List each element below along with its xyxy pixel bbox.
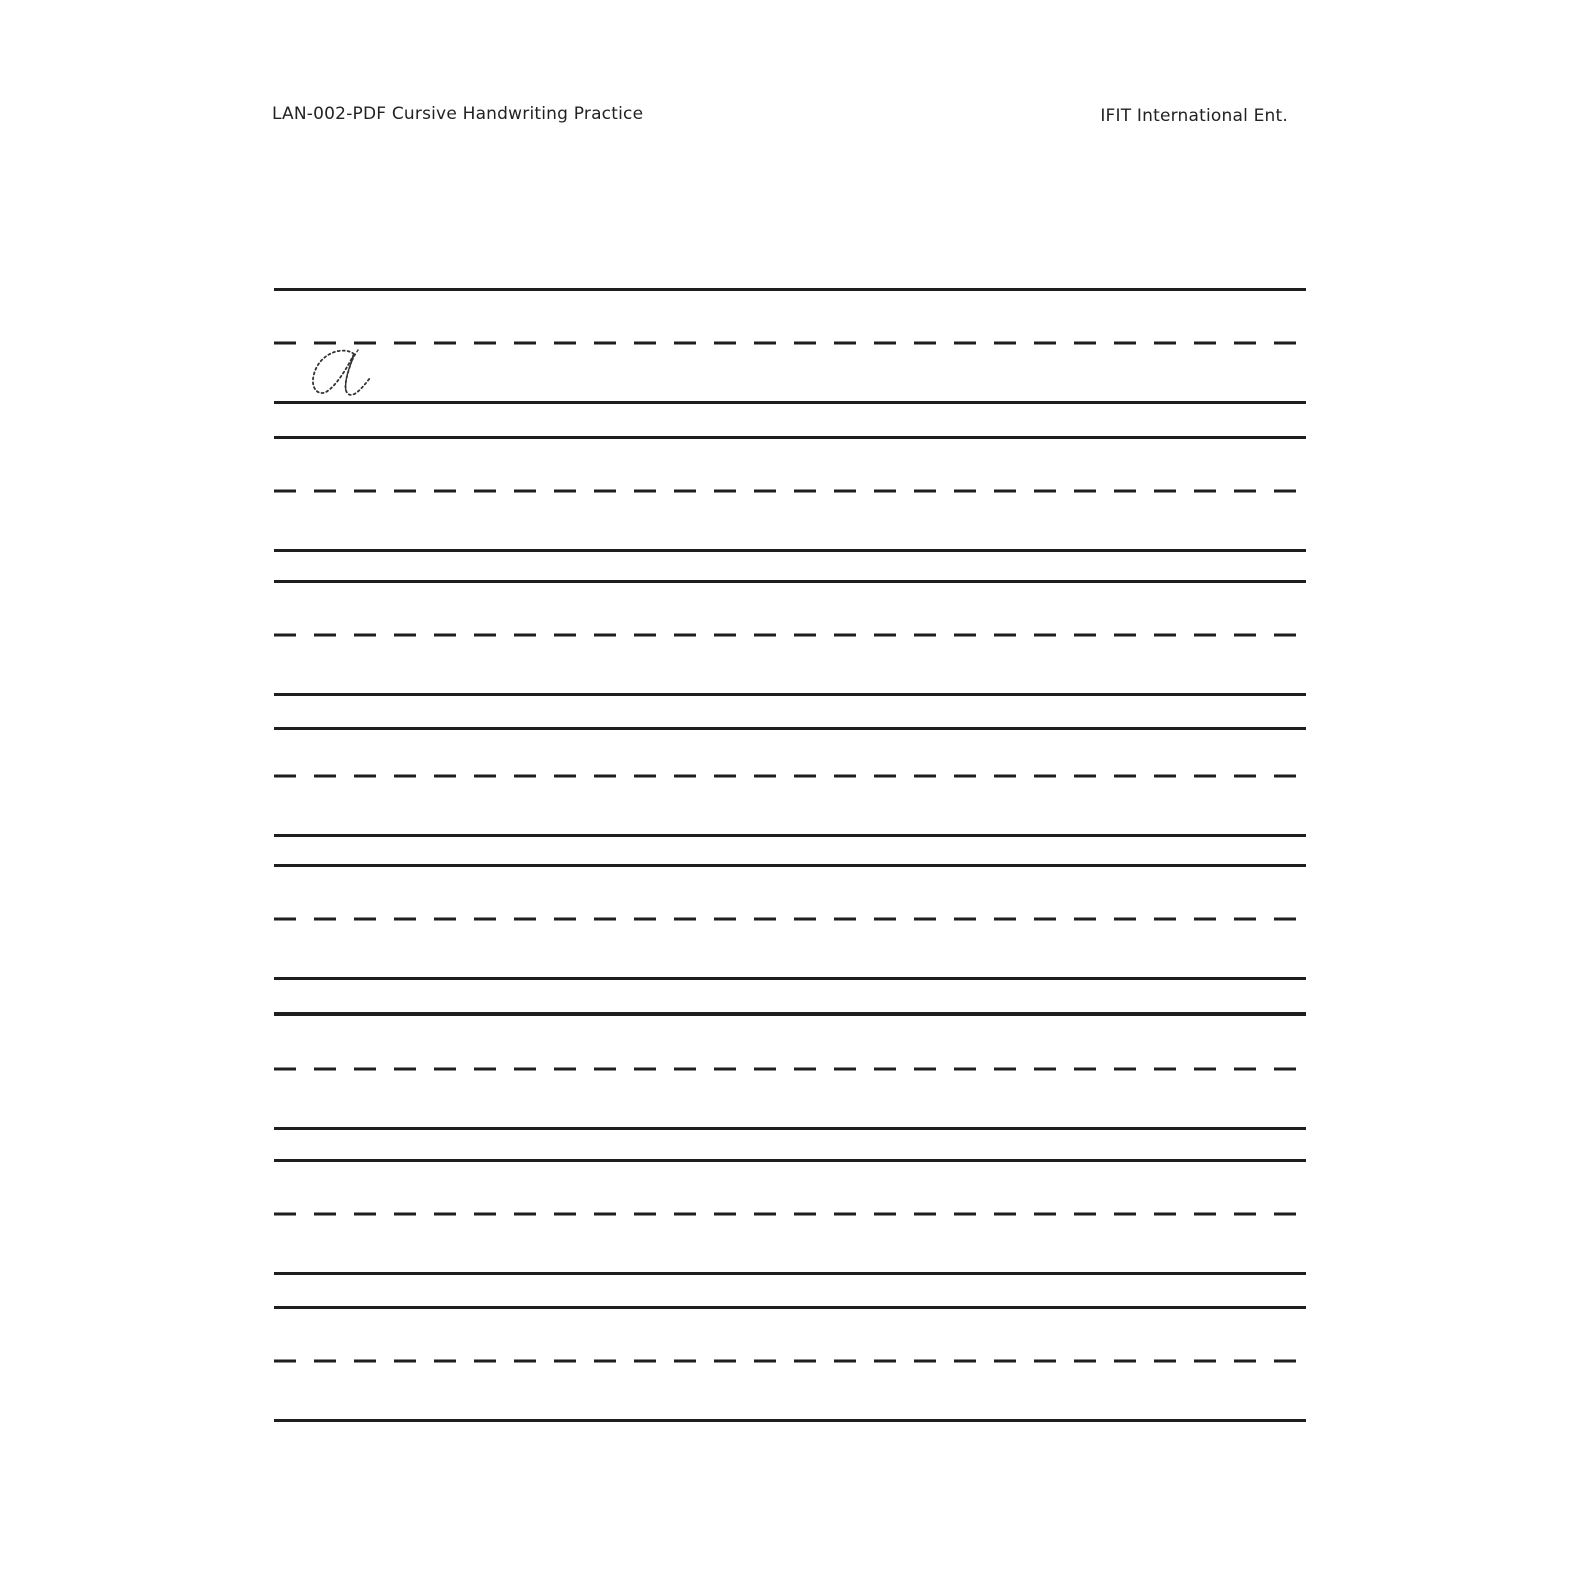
- top-line: [274, 1012, 1306, 1016]
- baseline: [274, 1272, 1306, 1275]
- top-line: [274, 864, 1306, 867]
- top-line: [274, 436, 1306, 439]
- baseline: [274, 1127, 1306, 1130]
- baseline: [274, 401, 1306, 404]
- top-line: [274, 1159, 1306, 1162]
- dotted-trace-letter-a: [306, 344, 378, 404]
- worksheet-title: LAN-002-PDF Cursive Handwriting Practice: [272, 104, 644, 124]
- publisher-name: IFIT International Ent.: [1100, 106, 1288, 126]
- midline-dashed: [274, 774, 1308, 778]
- midline-dashed: [274, 489, 1308, 493]
- midline-dashed: [274, 633, 1308, 637]
- baseline: [274, 549, 1306, 552]
- top-line: [274, 1306, 1306, 1309]
- baseline: [274, 834, 1306, 837]
- midline-dashed: [274, 1212, 1308, 1216]
- baseline: [274, 1419, 1306, 1422]
- top-line: [274, 580, 1306, 583]
- midline-dashed: [274, 341, 1308, 345]
- baseline: [274, 977, 1306, 980]
- midline-dashed: [274, 917, 1308, 921]
- midline-dashed: [274, 1067, 1308, 1071]
- midline-dashed: [274, 1359, 1308, 1363]
- top-line: [274, 288, 1306, 291]
- baseline: [274, 693, 1306, 696]
- top-line: [274, 727, 1306, 730]
